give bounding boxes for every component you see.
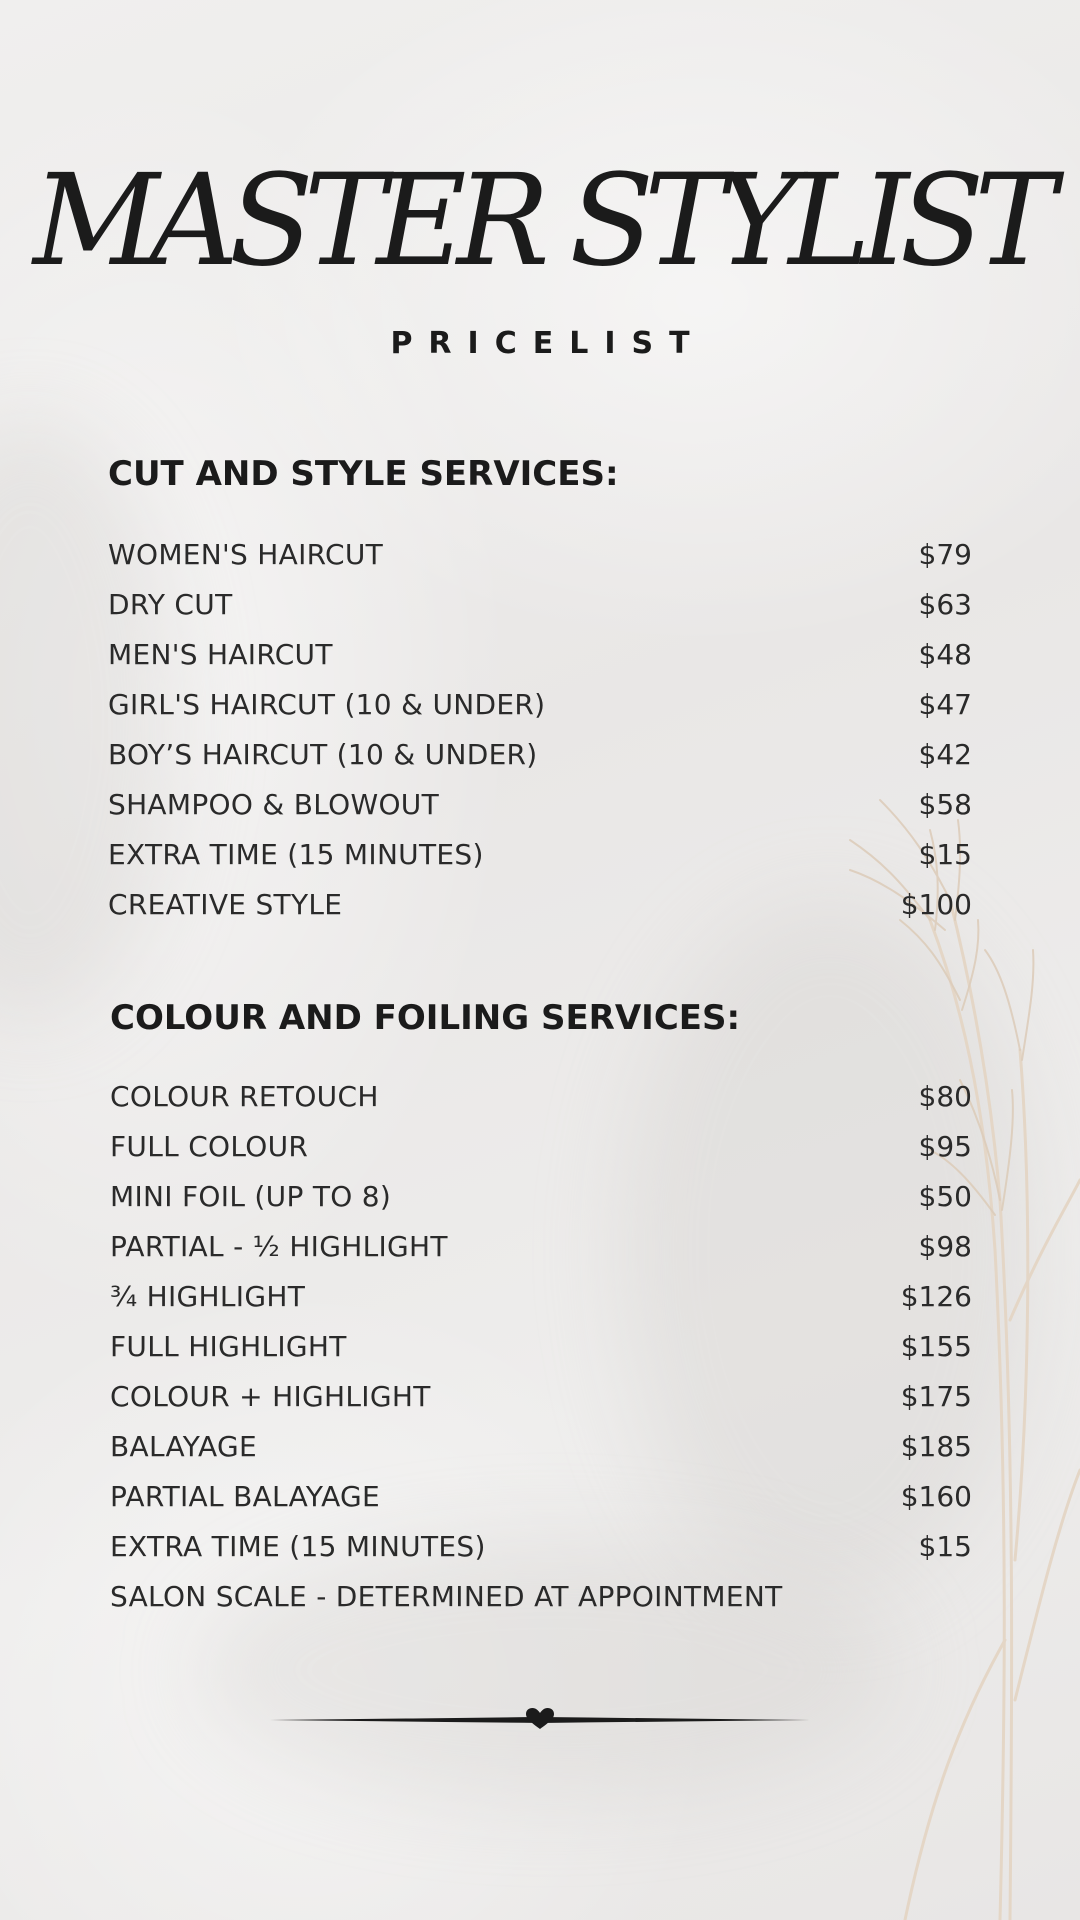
heart-icon [526, 1708, 554, 1729]
list-item [108, 580, 972, 630]
service-price: $48 [918, 638, 972, 671]
service-price: $42 [918, 738, 972, 771]
list-item [108, 730, 972, 780]
service-name: PARTIAL - ½ HIGHLIGHT [110, 1230, 448, 1263]
list-item [108, 530, 972, 580]
service-name: GIRL'S HAIRCUT (10 & UNDER) [108, 688, 546, 721]
service-name: FULL HIGHLIGHT [110, 1330, 347, 1363]
service-name: COLOUR RETOUCH [110, 1080, 379, 1113]
service-price: $80 [918, 1080, 972, 1113]
service-price: $79 [918, 538, 972, 571]
list-item [110, 1372, 972, 1422]
service-name: CREATIVE STYLE [108, 888, 343, 921]
service-name: MEN'S HAIRCUT [108, 638, 333, 671]
list-item [110, 1122, 972, 1172]
service-name: BOY’S HAIRCUT (10 & UNDER) [108, 738, 538, 771]
list-item [110, 1322, 972, 1372]
section-title-cut-style: CUT AND STYLE SERVICES: [108, 454, 619, 494]
service-name: EXTRA TIME (15 MINUTES) [110, 1530, 486, 1563]
colour-foiling-price-list [110, 1072, 972, 1622]
service-name: ¾ HIGHLIGHT [110, 1280, 306, 1313]
service-name: SHAMPOO & BLOWOUT [108, 788, 440, 821]
service-price: $58 [918, 788, 972, 821]
list-item [108, 880, 972, 930]
section-title-colour-foiling: COLOUR AND FOILING SERVICES: [110, 998, 741, 1038]
service-price: $100 [900, 888, 972, 921]
list-item [110, 1572, 972, 1622]
service-name: DRY CUT [108, 588, 233, 621]
list-item [110, 1222, 972, 1272]
service-name: WOMEN'S HAIRCUT [108, 538, 384, 571]
service-price: $126 [900, 1280, 972, 1313]
service-price: $63 [918, 588, 972, 621]
service-price: $175 [900, 1380, 972, 1413]
service-price: $98 [918, 1230, 972, 1263]
service-price: $155 [900, 1330, 972, 1363]
service-price: $15 [918, 1530, 972, 1563]
ornamental-divider [270, 1705, 810, 1735]
service-name: PARTIAL BALAYAGE [110, 1480, 381, 1513]
service-name: COLOUR + HIGHLIGHT [110, 1380, 431, 1413]
list-item [110, 1472, 972, 1522]
service-name: BALAYAGE [110, 1430, 257, 1463]
list-item [108, 680, 972, 730]
service-price: $47 [918, 688, 972, 721]
list-item [110, 1072, 972, 1122]
list-item [110, 1422, 972, 1472]
service-name: FULL COLOUR [110, 1130, 309, 1163]
service-price: $95 [918, 1130, 972, 1163]
list-item [110, 1522, 972, 1572]
service-name: SALON SCALE - DETERMINED AT APPOINTMENT [110, 1580, 783, 1613]
list-item [108, 780, 972, 830]
page-subtitle: PRICELIST [390, 326, 706, 361]
list-item [110, 1172, 972, 1222]
service-price: $160 [900, 1480, 972, 1513]
service-name: EXTRA TIME (15 MINUTES) [108, 838, 484, 871]
list-item [108, 830, 972, 880]
service-name: MINI FOIL (UP TO 8) [110, 1180, 392, 1213]
service-price: $185 [900, 1430, 972, 1463]
list-item [110, 1272, 972, 1322]
service-price: $15 [918, 838, 972, 871]
cut-style-price-list [108, 530, 972, 930]
page-title: MASTER STYLIST [33, 147, 1047, 294]
service-price: $50 [918, 1180, 972, 1213]
list-item [108, 630, 972, 680]
